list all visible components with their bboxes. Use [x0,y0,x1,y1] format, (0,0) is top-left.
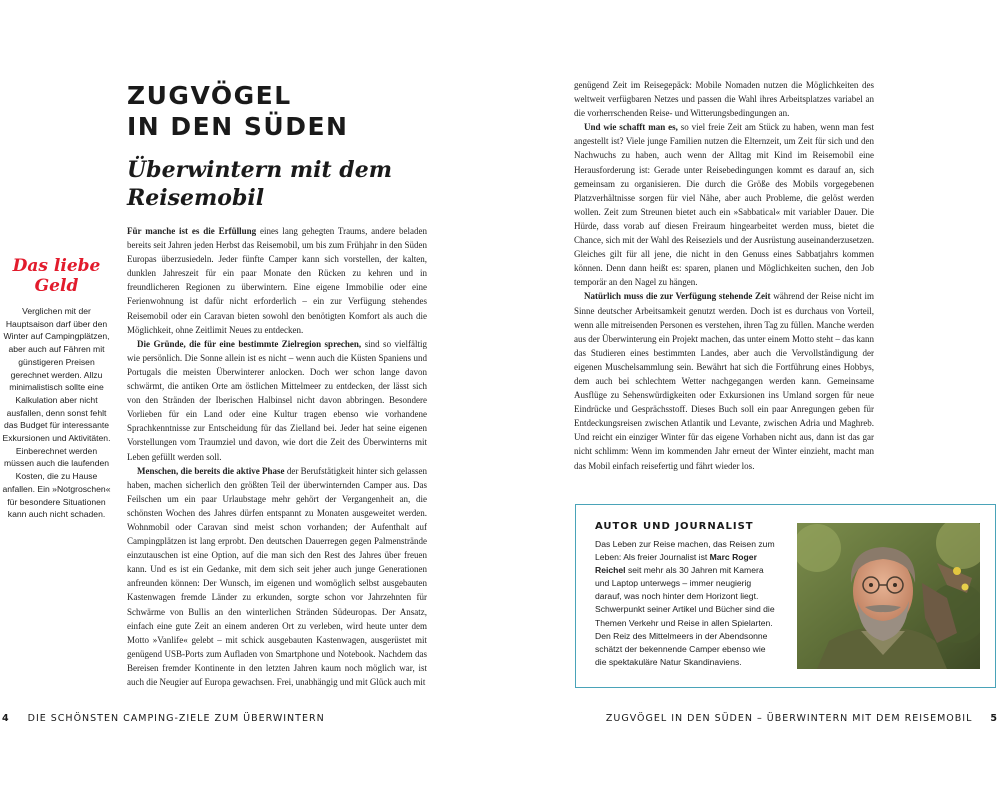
paragraph-text: der Berufstätigkeit hinter sich gelassen haben, machen sicherlich den größten Teil der überwinternden Camper aus. Das Feilschen um ein paar Urlaubstage mehr gehört der Vergangenheit an, die schönsten Wochen des Jahres dürfen entspannt zu Monaten ausgeweitet werden. Wohnmobil oder Caravan sind meist schon vorhanden; der Aufenthalt auf Campingplätzen ist lang erprobt. Den deutschen Dauerregen gegen Palmenstrände einzutauschen ist eine Option, auf die man sich den Rest des Jahres über freuen kann. Und es ist ein Gedanke, mit dem sich seit jeher auch junge Generationen anfreunden können: Der Wunsch, im eigenen und womöglich selbst ausgebauten Kastenwagen fremde Länder zu erkunden, sorgte schon vor Jahrzehnten für Schwärme von Bullis an den winterlichen Stränden Südeuropas. Der Ansatz, einfach eine gute Zeit an einem anderen Ort zu verleben, wird heute unter dem Motto »Vanlife« gelebt – mit schick ausgebauten Kastenwagen, ausgerüstet mit genügend USB-Ports zum Aufladen von Smartphone und Notebook. Nachdem das Bereisen fremder Kontinente in den letzten Jahren kaum noch möglich war, ist auch die Neugier auf Europa gewachsen. Frei, unabhängig und mit Glück auch mit [127,465,427,687]
paragraph-lead: Natürlich muss die zur Verfügung stehende Zeit [584,291,771,302]
chapter-subtitle-line: Reisemobil [127,185,265,211]
chapter-title-line: ZUGVÖGEL [127,81,292,110]
body-paragraph [574,289,874,472]
paragraph-text: sind so vielfältig wie persönlich. Die Sonne allein ist es nicht – wenn auch die Küsten Spaniens und Portugals die meisten Überwinterer anlocken. Doch wer schon lange davon schwärmt, die antiken Orte am östlichen Mittelmeer zu entdecken, der lässt sich von den Stränden der Iberischen Halbinsel nicht davon abbringen. Besondere Vorlieben für ein Land oder eine Kultur tragen ebenso wie vorhandene Sprachkenntnisse zur Entscheidung für das Zielland bei. Jeder hat seine eigenen Vorstellungen vom Traumziel und davon, wie dort die Zeit des Überwinterns mit Leben gefüllt werden soll. [127,338,428,462]
left-body-column [127,224,427,689]
author-box [575,504,996,688]
sidebar-title-line: Geld [34,276,79,296]
body-paragraph [127,464,427,690]
footer-left [2,713,325,724]
chapter-title-block [127,80,447,212]
body-paragraph [127,337,427,464]
right-body-column [574,78,874,473]
author-bio [595,538,775,669]
paragraph-lead: Die Gründe, die für eine bestimmte Zielregion sprechen, [137,338,362,349]
paragraph-text: eines lang gehegten Traums, andere beladen bereits seit Jahren jeden Herbst das Reisemobil, um bis zum Frühjahr in den Süden Europas überzusiedeln. Jeder fünfte Camper kann sich vorstellen, der kalten, dunklen Jahreszeit für ein paar Monate den Rücken zu kehren und in freundlicheren Regionen zu überwintern. Eine eigene Immobilie oder eine Ferienwohnung ist dafür nicht erforderlich – ein zur Verfügung stehendes Reisemobil oder ein Caravan bieten sowohl den benötigten Komfort als auch die Möglichkeit, ohne Zeitlimit Neues zu entdecken. [127,226,427,335]
paragraph-text: genügend Zeit im Reisegepäck: Mobile Nomaden nutzen die Möglichkeiten des weltweit verfügbaren Netzes und passen die Wahl ihres Arbeitsplatzes variabel an die vorherrschenden Reise- und Witterungsbedingungen an. [574,80,874,119]
chapter-subtitle [127,156,447,212]
paragraph-lead: Und wie schafft man es, [584,122,678,133]
paragraph-text: während der Reise nicht im Sinne deutscher Arbeitsamkeit genutzt werden. Doch ist es durchaus von Vorteil, wenn alle mitreisenden Personen es verstehen, ihren Tag zu füllen. Manche werden aus der Überwinterung ein Projekt machen, das unter einem Motto steht – das kann das Studieren eines bestimmten Landes, aber auch die Vervollständigung der eigenen Muschelsammlung sein. Bewährt hat sich die Fortführung eines Hobbys, dem auch bei schlechtem Wetter nachgegangen werden kann. Gemeinsame Ausflüge zu Sehenswürdigkeiten oder Exkursionen ins Umland sorgen für neue Eindrücke und Gesprächsstoff. Dieses Buch soll ein paar Anregungen geben für Entdeckungsreisen zwischen Atlantik und Levante, zwischen Adria und Maghreb. Und reicht ein einziger Winter für das eigene Vorhaben nicht aus, dann ist das gar nicht schlimm: Wenn im kommenden Jahr erneut der Winter einzieht, macht man das Mobil einfach reisefertig und fährt wieder los. [574,291,874,471]
author-bio-text: Das Leben zur Reise machen, das Reisen zum Leben: Als freier Journalist ist [595,539,775,563]
body-paragraph [574,120,874,289]
chapter-title-line: IN DEN SÜDEN [127,112,349,141]
author-heading: AUTOR UND JOURNALIST [595,521,754,532]
running-footer: DIE SCHÖNSTEN CAMPING-ZIELE ZUM ÜBERWINTERN [27,713,325,724]
paragraph-lead: Menschen, die bereits die aktive Phase [137,465,285,476]
author-bio-text: seit mehr als 30 Jahren mit Kamera und Laptop unterwegs – immer neugierig darauf, was noch hinter dem Horizont liegt. Schwerpunkt seiner Artikel und Bücher sind die Themen Verkehr und Reise in allen Spielarten. Den Reiz des Mittelmeers in der Abendsonne schätzt der bekennende Camper ebenso wie die spektakuläre Natur Skandinaviens. [595,565,775,667]
running-footer: ZUGVÖGEL IN DEN SÜDEN – ÜBERWINTERN MIT DEM REISEMOBIL [605,713,973,724]
body-paragraph [574,78,874,120]
sidebar-title [0,256,113,296]
body-paragraph [127,224,427,337]
chapter-title [127,80,447,142]
paragraph-text: so viel freie Zeit am Stück zu haben, wenn man fest angestellt ist? Viele junge Familien nutzen die Elternzeit, um Zeit für sich und den Nachwuchs zu haben, auch wenn der Alltag mit Kind im Reisemobil eine Herausforderung ist: Gerade unter Reisebedingungen kommt es darauf an, sich gemeinsam zu organisieren. Die durch die Größe des Mobils vorgegebenen Platzverhältnisse sorgen für viel Nähe, aber auch Probleme, die gelöst werden wollen. Zeit zum Streunen bietet auch ein »Sabbatical« mit variabler Dauer. Die Hürde, dass vorab auf diesen Freiraum hingearbeitet werden muss, bietet die Chance, sich mit der Wahl des Reiseziels und der Ausrüstung auseinanderzusetzen. Gleiches gilt für all jene, die nicht in den Genuss eines Sabbatjahrs kommen können. Denn dann heißt es: sparen, planen und Möglichkeiten suchen, den Job temporär an den Nagel zu hängen. [574,122,874,288]
page-number: 4 [2,713,10,724]
author-photo [797,523,980,669]
author-portrait-image [797,523,980,669]
chapter-subtitle-line: Überwintern mit dem [127,157,392,183]
sidebar-text: Verglichen mit der Hauptsaison darf über den Winter auf Campingplätzen, aber auch auf Fähren mit günstigeren Preisen gerechnet werden. Allzu minimalistisch sollte eine Kalkulation aber nicht ausfallen, denn sonst fehlt das Budget für interessante Exkursionen und Aktivitäten. Einberechnet werden müssen auch die laufenden Kosten, die zu Hause anfallen. Ein »Notgroschen« für besondere Situationen kann auch nicht schaden. [2,306,111,520]
footer-right [606,713,998,724]
sidebar-title-line: Das liebe [12,256,101,276]
author-name: Marc Roger Reichel [595,552,757,576]
paragraph-lead: Für manche ist es die Erfüllung [127,226,257,236]
page-number: 5 [990,713,998,724]
